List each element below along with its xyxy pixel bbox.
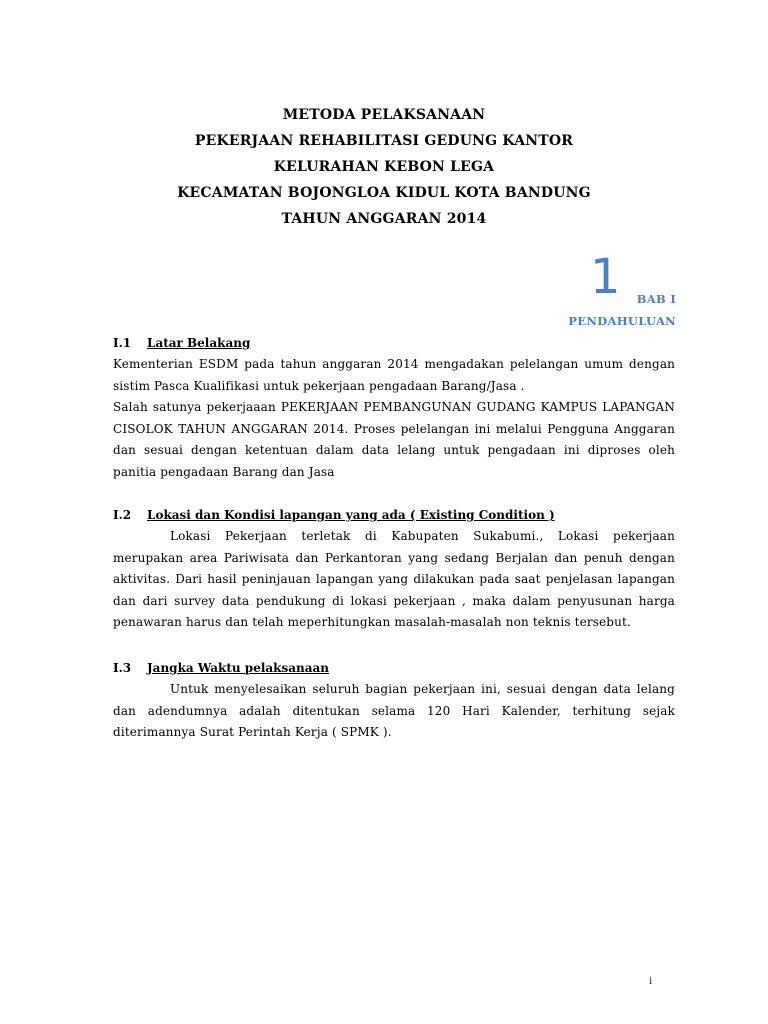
title-line-5: TAHUN ANGGARAN 2014 (281, 211, 487, 227)
section-heading (113, 658, 675, 679)
paragraph: Untuk menyelesaikan seluruh bagian pekerjaan ini, sesuai dengan data lelang dan adendumnya adalah ditentukan selama 120 Hari Kalender, terhitung sejak diterimannya Surat Perintah Kerja ( SPMK ). (113, 682, 675, 740)
title-line-4: KECAMATAN BOJONGLOA KIDUL KOTA BANDUNG (177, 185, 591, 201)
paragraph: Kementerian ESDM pada tahun anggaran 2014 mengadakan pelelangan umum dengan sistim Pasca Kualifikasi untuk pekerjaan pengadaan Barang/Jasa . (113, 357, 675, 393)
chapter-name: PENDAHULUAN (568, 314, 676, 328)
chapter-label: BAB I (636, 292, 676, 306)
title-line-2: PEKERJAAN REHABILITASI GEDUNG KANTOR (194, 133, 574, 149)
paragraph: Lokasi Pekerjaan terletak di Kabupaten Sukabumi., Lokasi pekerjaan merupakan area Pariwisata dan Perkantoran yang sedang Berjalan dan penuh dengan aktivitas. Dari hasil peninjauan lapangan yang dilakukan pada saat penjelasan lapangan dan dari survey data pendukung di lokasi pekerjaan , maka dalam penyusunan harga penawaran harus dan telah meperhitungkan masalah-masalah non teknis tersebut. (113, 529, 675, 630)
section-jangka-waktu (113, 658, 675, 744)
section-number: I.3 (113, 661, 132, 675)
title-line-3: KELURAHAN KEBON LEGA (273, 159, 495, 175)
paragraph: Salah satunya pekerjaaan PEKERJAAN PEMBANGUNAN GUDANG KAMPUS LAPANGAN CISOLOK TAHUN ANGGARAN 2014. Proses pelelangan ini melalui Pengguna Anggaran dan sesuai dengan ketentuan dalam data lelang untuk pengadaan ini diproses oleh panitia pengadaan Barang dan Jasa (113, 400, 675, 479)
section-title: Latar Belakang (147, 336, 251, 350)
section-heading (113, 333, 675, 354)
section-lokasi (113, 505, 675, 634)
section-heading (113, 505, 675, 526)
page-number: i (649, 976, 653, 987)
document-title (0, 102, 768, 232)
section-title: Jangka Waktu pelaksanaan (147, 661, 330, 675)
section-number: I.1 (113, 336, 132, 350)
section-title: Lokasi dan Kondisi lapangan yang ada ( Existing Condition ) (147, 508, 555, 522)
section-number: I.2 (113, 508, 132, 522)
section-latar-belakang (113, 333, 675, 484)
title-line-1: METODA PELAKSANAAN (282, 107, 486, 123)
chapter-number: 1 (590, 249, 621, 305)
